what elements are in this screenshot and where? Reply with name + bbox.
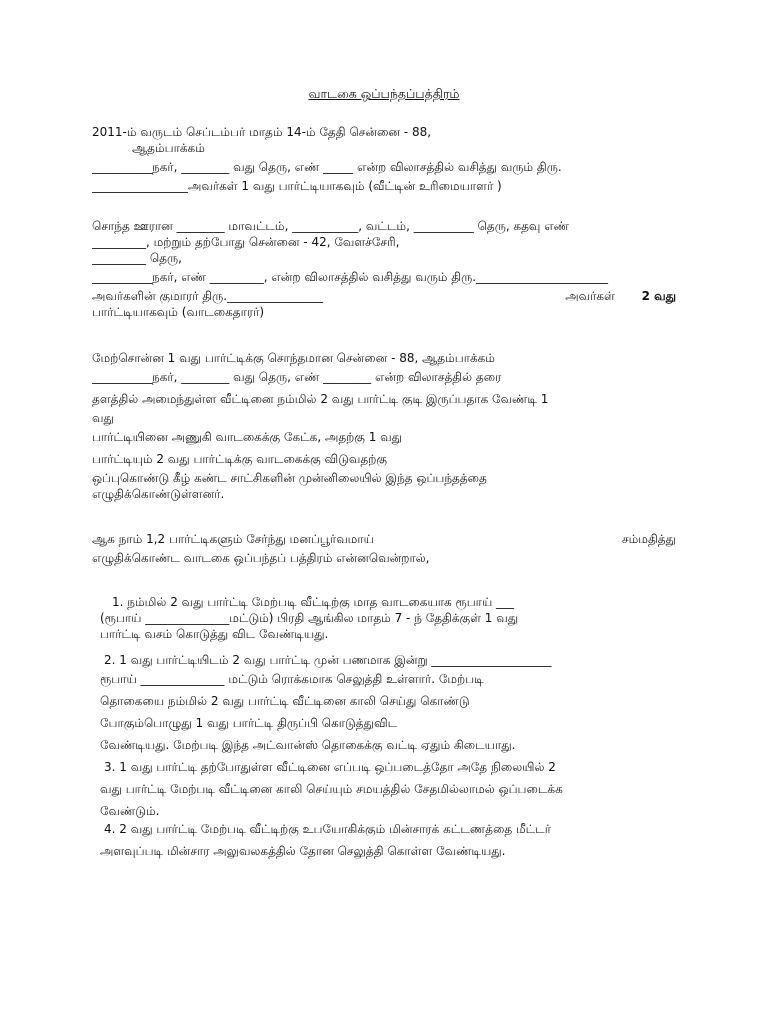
- clause-4-line-1: 4. 2 வது பார்ட்டி மேற்படி வீட்டிற்கு உபயோகிக்கும் மின்சாரக் கட்டணத்தை மீட்டர்: [104, 822, 552, 836]
- clause-1-line-2: (ரூபாய் ______________மட்டும்) பிரதி ஆங்கில மாதம் 7 - ந் தேதிக்குள் 1 வது: [100, 611, 519, 625]
- consent-text: சம்மதித்து: [621, 532, 676, 546]
- second-party-line-5: [92, 288, 676, 304]
- second-party-line-6: பார்ட்டியாகவும் (வாடகைதாரர்): [92, 305, 265, 319]
- clause-4: [100, 818, 676, 862]
- clause-3: [100, 756, 676, 822]
- clause-1-line-3: பார்ட்டி வசம் கொடுத்து விட வேண்டியது.: [100, 627, 329, 641]
- property-line-5: பார்ட்டியினை அணுகி வாடகைக்கு கேட்க, அதற்கு 1 வது: [92, 430, 403, 444]
- clause-2-line-2: ரூபாய் ______________ மட்டும் ரொக்கமாக செலுத்தி உள்ளார். மேற்படி: [100, 672, 484, 686]
- together-text: ஆக நாம் 1,2 பார்ட்டிகளும் சேர்ந்து மனப்பூர்வமாய்: [92, 532, 374, 546]
- property-paragraph: [92, 350, 676, 502]
- property-line-8: எழுதிக்கொண்டுள்ளனர்.: [92, 487, 225, 501]
- property-line-3: தளத்தில் அமைந்துள்ள வீட்டினை நம்மில் 2 வது பார்ட்டி குடி இருப்பதாக வேண்டி 1: [92, 392, 549, 406]
- party-two-label: [565, 288, 676, 304]
- property-line-4: வது: [92, 411, 114, 425]
- property-line-7: ஒப்புகொண்டு கீழ் கண்ட சாட்சிகளின் முன்னிலையில் இந்த ஒப்பந்தத்தை: [92, 471, 487, 485]
- clause-4-line-2: அளவுப்படி மின்சார அலுவலகத்தில் தோன செலுத்தி கொள்ள வேண்டியது.: [100, 844, 506, 858]
- clause-2: [100, 652, 676, 756]
- second-party-paragraph: [92, 218, 676, 320]
- agreement-intro-line-2: எழுதிக்கொண்ட வாடகை ஒப்பந்தப் பத்திரம் என்னவென்றால்,: [92, 551, 430, 565]
- second-party-line-1: சொந்த ஊரான ________ மாவட்டம், ___________, வட்டம், __________ தெரு, கதவு எண்: [92, 219, 569, 233]
- clause-3-line-3: வேண்டும்.: [100, 804, 160, 818]
- second-party-line-4: __________நகர், எண் _________, என்ற விலாசத்தில் வசித்து வரும் திரு.______________________: [92, 270, 609, 284]
- clause-3-line-1: 3. 1 வது பார்ட்டி தற்போதுள்ள வீட்டினை எப்படி ஒப்படைத்தோ அதே நிலையில் 2: [104, 760, 556, 774]
- clause-2-line-5: வேண்டியது. மேற்படி இந்த அட்வான்ஸ் தொகைக்கு வட்டி ஏதும் கிடையாது.: [100, 738, 516, 752]
- avargal-text: அவர்கள்: [565, 289, 615, 303]
- document-title: வாடகை ஒப்பந்தப்பத்திரம்: [308, 86, 460, 101]
- second-party-line-2: _________, மற்றும் தற்போது சென்னை - 42, வேளச்சேரி,: [92, 235, 400, 249]
- second-party-line-3: _________ தெரு,: [92, 251, 182, 265]
- intro-paragraph: [92, 124, 676, 194]
- clause-2-line-3: தொகையை நம்மில் 2 வது பார்ட்டி வீட்டினை காலி செய்து கொண்டு: [100, 694, 470, 708]
- property-line-6: பார்ட்டியும் 2 வது பார்ட்டிக்கு வாடகைக்கு விடுவதற்கு: [92, 452, 387, 466]
- son-of-text: அவர்களின் குமாரர் திரு.________________: [92, 289, 324, 303]
- intro-line-3: __________நகர், ________ வது தெரு, எண் _____ என்ற விலாசத்தில் வசித்து வரும் திரு.: [92, 160, 562, 174]
- intro-line-2: ஆதம்பாக்கம்: [132, 141, 205, 155]
- clause-2-line-4: போகும்பொழுது 1 வது பார்ட்டி திருப்பி கொடுத்துவிட: [100, 716, 398, 730]
- property-line-2: __________நகர், ________ வது தெரு, எண் ________ என்ற விலாசத்தில் தரை: [92, 370, 502, 384]
- clause-1-line-1: 1. நம்மில் 2 வது பார்ட்டி மேற்படி வீட்டிற்கு மாத வாடகையாக ரூபாய் ___: [112, 595, 515, 609]
- intro-line-4: ________________அவர்கள் 1 வது பார்ட்டியாகவும் (வீட்டின் உரிமையாளர் ): [92, 179, 502, 193]
- agreement-intro-paragraph: [92, 531, 676, 569]
- property-line-1: மேற்சொன்ன 1 வது பார்ட்டிக்கு சொந்தமான சென்னை - 88, ஆதம்பாக்கம்: [92, 351, 495, 365]
- agreement-intro-line-1: [92, 531, 676, 547]
- clause-3-line-2: வது பார்ட்டி மேற்படி வீட்டினை காலி செய்யும் சமயத்தில் சேதமில்லாமல் ஒப்படைக்க: [100, 782, 563, 796]
- clause-2-line-1: 2. 1 வது பார்ட்டியிடம் 2 வது பார்ட்டி முன் பணமாக இன்று ____________________: [104, 653, 552, 667]
- party-two-number: 2 வது: [641, 289, 676, 303]
- clause-1: [100, 594, 676, 642]
- intro-line-1: 2011-ம் வருடம் செப்டம்பர் மாதம் 14-ம் தேதி சென்னை - 88,: [92, 125, 432, 139]
